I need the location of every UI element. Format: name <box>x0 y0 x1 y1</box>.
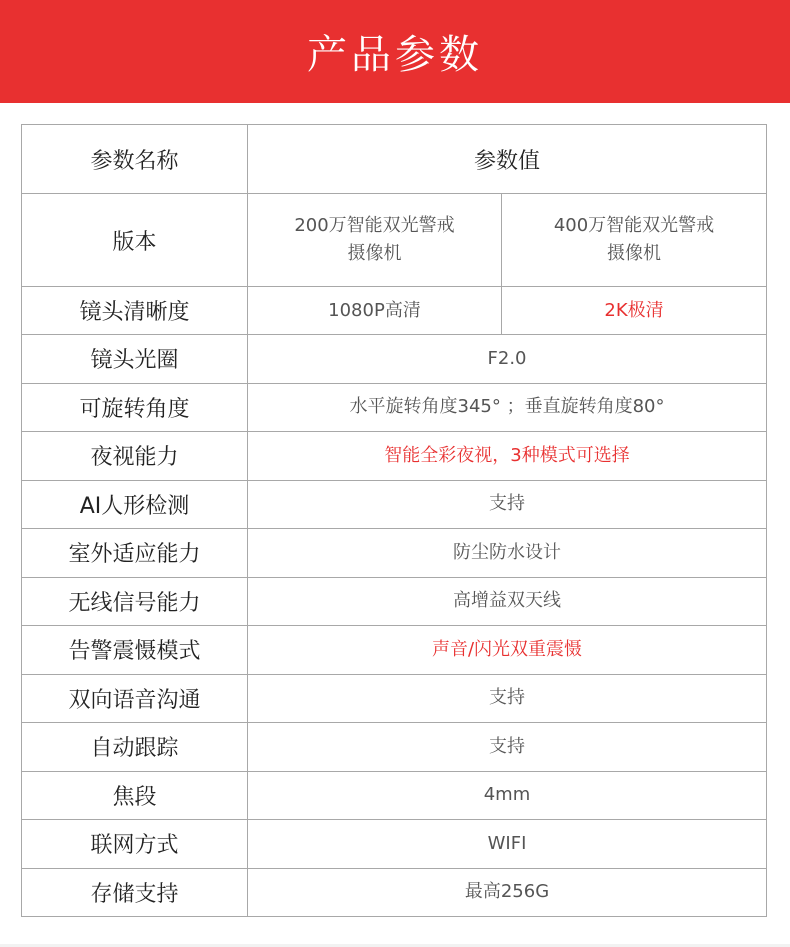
row-label: 夜视能力 <box>22 432 248 481</box>
table-row <box>22 432 767 481</box>
row-value: 4mm <box>248 771 767 820</box>
row-label: 联网方式 <box>22 820 248 869</box>
table-header-row <box>22 125 767 194</box>
table-row <box>22 868 767 917</box>
clarity-400w-cell: 2K极清 <box>502 287 767 335</box>
row-label: 镜头光圈 <box>22 335 248 384</box>
row-value: 最高256G <box>248 868 767 917</box>
title-banner <box>0 0 790 103</box>
row-value: F2.0 <box>248 335 767 384</box>
row-value: WIFI <box>248 820 767 869</box>
row-label: 告警震慑模式 <box>22 626 248 675</box>
row-value: 智能全彩夜视，3种模式可选择 <box>248 432 767 481</box>
table-row <box>22 626 767 675</box>
row-label: 可旋转角度 <box>22 383 248 432</box>
row-value: 防尘防水设计 <box>248 529 767 578</box>
version-400w-line2: 摄像机 <box>607 243 661 264</box>
table-row-clarity <box>22 287 767 335</box>
version-400w-line1: 400万智能双光警戒 <box>553 215 715 236</box>
version-200w-line2: 摄像机 <box>347 243 402 264</box>
header-value-cell: 参数值 <box>248 125 767 194</box>
clarity-200w-cell: 1080P高清 <box>248 287 502 335</box>
version-400w-cell <box>502 194 767 287</box>
row-value: 支持 <box>248 674 767 723</box>
row-label: 版本 <box>22 194 248 287</box>
row-value: 支持 <box>248 480 767 529</box>
table-row <box>22 723 767 772</box>
table-row <box>22 383 767 432</box>
row-value: 高增益双天线 <box>248 577 767 626</box>
row-value: 支持 <box>248 723 767 772</box>
spec-rows <box>22 335 767 917</box>
version-200w-cell <box>248 194 502 287</box>
row-value: 声音/闪光双重震慑 <box>248 626 767 675</box>
row-label: 室外适应能力 <box>22 529 248 578</box>
version-200w-line1: 200万智能双光警戒 <box>294 215 455 236</box>
row-label: 镜头清晰度 <box>22 287 248 335</box>
row-label: AI人形检测 <box>22 480 248 529</box>
table-row <box>22 577 767 626</box>
page-title: 产品参数 <box>307 32 483 78</box>
header-name-cell: 参数名称 <box>22 125 248 194</box>
table-row <box>22 335 767 384</box>
table-row <box>22 771 767 820</box>
row-label: 无线信号能力 <box>22 577 248 626</box>
table-row <box>22 820 767 869</box>
row-label: 自动跟踪 <box>22 723 248 772</box>
spec-table <box>21 124 767 917</box>
table-row <box>22 674 767 723</box>
row-label: 存储支持 <box>22 868 248 917</box>
table-row <box>22 480 767 529</box>
table-row-version <box>22 194 767 287</box>
table-row <box>22 529 767 578</box>
row-value: 水平旋转角度345° ；垂直旋转角度80° <box>248 383 767 432</box>
row-label: 双向语音沟通 <box>22 674 248 723</box>
row-label: 焦段 <box>22 771 248 820</box>
